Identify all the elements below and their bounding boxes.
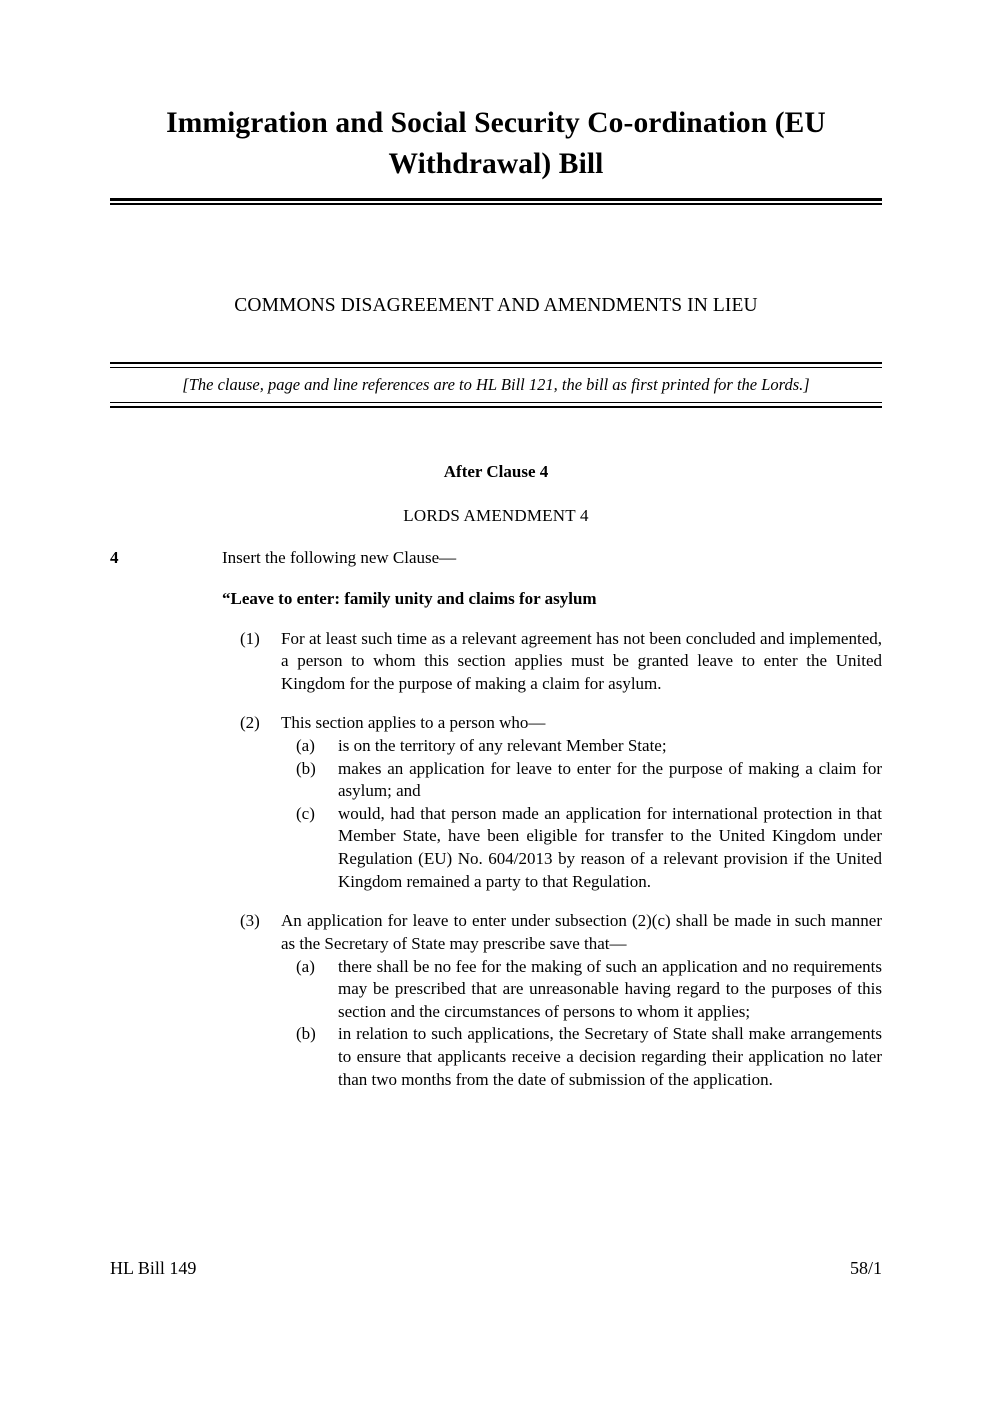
subsection-marker: (3) — [240, 911, 260, 931]
subsection-body — [281, 712, 882, 893]
subsection-body — [281, 910, 882, 1091]
reference-note-box — [110, 362, 882, 409]
amendment-instruction: Insert the following new Clause— — [222, 548, 457, 568]
document-content — [110, 0, 882, 1091]
paragraph-list — [281, 735, 882, 893]
section-heading-after-clause: After Clause 4 — [443, 462, 549, 482]
paragraph-marker: (c) — [296, 803, 315, 823]
lords-amendment-label: LORDS AMENDMENT 4 — [403, 506, 589, 526]
paragraph-text: makes an application for leave to enter for the purpose of making a claim for asylum; and — [338, 758, 882, 801]
amendment-block — [110, 526, 882, 1091]
amendment-body — [222, 547, 882, 1091]
page-title: Immigration and Social Security Co-ordination (EU Withdrawal) Bill — [166, 107, 826, 180]
paragraph-marker: (b) — [296, 758, 316, 778]
paragraph-body — [338, 758, 882, 803]
paragraph — [281, 1023, 882, 1091]
subsection — [222, 695, 882, 893]
subsection — [222, 611, 882, 696]
paragraph-list — [281, 956, 882, 1092]
paragraph — [281, 956, 882, 1024]
footer-bill-number: HL Bill 149 — [110, 1258, 197, 1278]
footer-page-number: 58/1 — [849, 1258, 882, 1278]
paragraph-text: in relation to such applications, the Secretary of State shall make arrangements to ensure that applicants receive a decision regarding their application no later than two months from the date of submission of the application. — [338, 1024, 882, 1089]
paragraph — [281, 735, 882, 758]
subsection-text: This section applies to a person who— — [281, 713, 546, 733]
paragraph — [281, 758, 882, 803]
reference-note-text: [The clause, page and line references are to HL Bill 121, the bill as first printed for the Lords.] — [182, 375, 810, 395]
amendments-section — [110, 408, 882, 1091]
subsection-marker: (1) — [240, 628, 260, 648]
document-kind-heading: COMMONS DISAGREEMENT AND AMENDMENTS IN LIEU — [234, 294, 758, 316]
subsection-list — [222, 611, 882, 1092]
paragraph-marker: (a) — [296, 736, 315, 756]
paragraph-text: is on the territory of any relevant Member State; — [338, 736, 667, 756]
subsection-text: For at least such time as a relevant agreement has not been concluded and implemented, a person to whom this section applies must be granted leave to enter the United Kingdom for the purpose of making a claim for asylum. — [281, 628, 882, 693]
subsection-text: An application for leave to enter under subsection (2)(c) shall be made in such manner as the Secretary of State may prescribe save that— — [281, 911, 882, 953]
paragraph — [281, 803, 882, 893]
paragraph-text: would, had that person made an application for international protection in that Member State, have been eligible for transfer to the United Kingdom under Regulation (EU) No. 604/2013 by reason of a relevant provision if the United Kingdom remained a party to that Regulation. — [338, 803, 882, 891]
subsection-marker: (2) — [240, 713, 260, 733]
paragraph-body — [338, 956, 882, 1024]
paragraph-marker: (a) — [296, 956, 315, 976]
paragraph-text: there shall be no fee for the making of such an application and no requirements may be prescribed that are unreasonable having regard to the purposes of this section and the circumstances of persons to whom it applies; — [338, 956, 882, 1021]
subsection-body — [281, 628, 882, 696]
subsection — [222, 893, 882, 1091]
new-clause-heading: “Leave to enter: family unity and claims for asylum — [222, 588, 597, 608]
paragraph-body — [338, 803, 882, 893]
page-footer — [110, 1258, 882, 1279]
amendment-margin-number: 4 — [110, 548, 119, 568]
paragraph-body — [338, 1023, 882, 1091]
paragraph-marker: (b) — [296, 1024, 316, 1044]
paragraph-body — [338, 735, 882, 758]
